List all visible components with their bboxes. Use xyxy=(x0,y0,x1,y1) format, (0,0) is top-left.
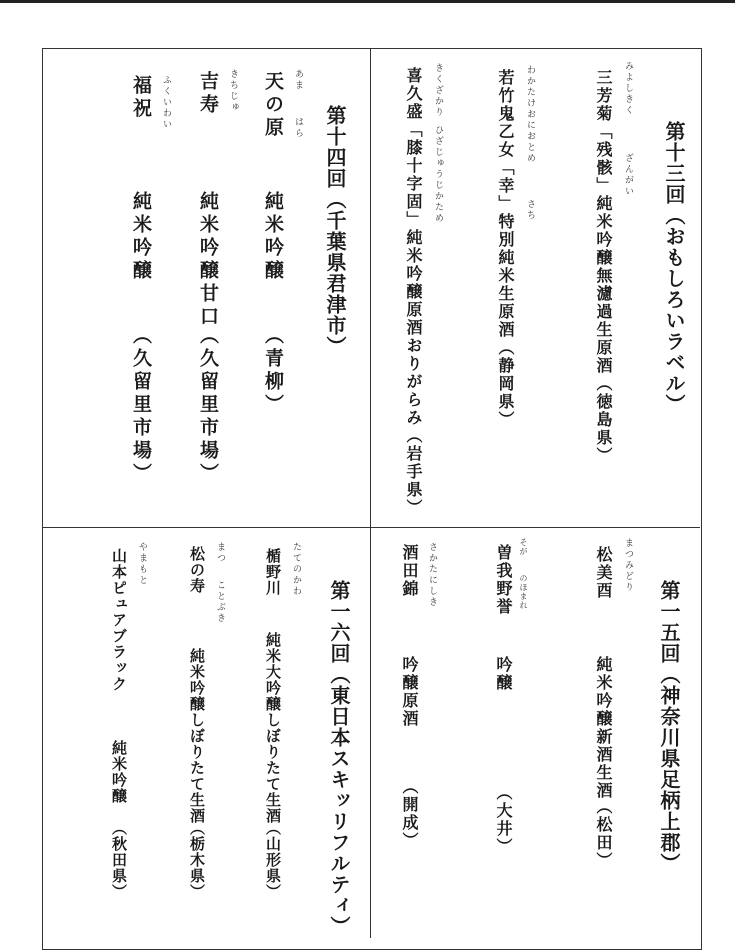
sake-place: （青柳） xyxy=(262,325,284,417)
section-15 xyxy=(371,528,699,935)
furigana: さかたにしき xyxy=(427,542,437,608)
furigana: さち xyxy=(525,199,535,221)
sake-place: （秋田県） xyxy=(110,820,128,900)
sake-place: （久留里市場） xyxy=(130,325,152,486)
section-16 xyxy=(43,528,370,935)
sake-name: 松の寿 xyxy=(188,546,206,594)
sake-name: 天の原 xyxy=(262,71,284,140)
sake-type: 純米吟醸 xyxy=(262,191,284,283)
furigana: まつ xyxy=(215,542,225,564)
section-14 xyxy=(43,49,370,527)
furigana: そが xyxy=(519,538,528,556)
sake-place: （松田） xyxy=(594,798,613,870)
sake-name: 楯野川 xyxy=(264,548,282,596)
furigana: わかたけおにおとめ xyxy=(525,65,535,164)
sake-type: 吟醸 xyxy=(494,656,513,692)
furigana: みよしきく xyxy=(623,61,633,116)
furigana: あま xyxy=(293,69,303,91)
sake-type: 吟醸原酒 xyxy=(400,656,419,728)
section-13 xyxy=(371,49,699,527)
sake-entry: 三芳菊「残骸」純米吟醸無濾過生原酒（徳島県） xyxy=(594,69,613,465)
sake-type: 純米吟醸新酒生酒 xyxy=(594,656,613,800)
furigana: はら xyxy=(293,117,303,139)
furigana: まつみどり xyxy=(623,538,633,593)
furigana: きくざかり xyxy=(433,63,443,118)
section-14-title: 第十四回（千葉県君津市） xyxy=(323,105,347,357)
sake-type: 純米吟醸しぼりたて生酒 xyxy=(188,648,206,824)
section-16-title: 第一六回（東日本スキッリフルティ） xyxy=(327,580,351,937)
sake-type: 純米大吟醸しぼりたて生酒 xyxy=(264,632,282,824)
sake-name: 曽我野誉 xyxy=(494,544,513,616)
sake-entry: 若竹鬼乙女「幸」特別純米生原酒（静岡県） xyxy=(496,69,515,429)
sake-place: （山形県） xyxy=(264,820,282,900)
sake-name: 松美酉 xyxy=(594,546,613,600)
furigana: きちじゅ xyxy=(228,69,238,113)
sake-entry: 喜久盛「膝十字固」純米吟醸原酒おりがらみ（岩手県） xyxy=(404,67,423,517)
section-15-title: 第一五回（神奈川県足柄上郡） xyxy=(657,580,681,874)
furigana: やまもと xyxy=(137,542,147,586)
top-edge-line xyxy=(0,0,735,3)
sake-name: 福祝 xyxy=(130,75,152,121)
furigana: ことぶき xyxy=(215,580,225,624)
sake-place: （大井） xyxy=(494,784,513,856)
section-13-title: 第十三回（おもしろいラベル） xyxy=(662,121,686,415)
furigana: のほまれ xyxy=(519,574,528,610)
sake-place: （開成） xyxy=(400,778,419,850)
sake-type: 純米吟醸 xyxy=(110,740,128,804)
sake-name: 酒田錦 xyxy=(400,544,419,598)
sake-name: 吉寿 xyxy=(197,71,219,117)
sake-type: 純米吟醸 xyxy=(130,191,152,283)
sake-type: 純米吟醸甘口 xyxy=(197,191,219,329)
sake-name: 山本ピュアブラック xyxy=(110,548,128,692)
furigana: たてのかわ xyxy=(291,542,301,597)
sake-place: （久留里市場） xyxy=(197,325,219,486)
sake-place: （栃木県） xyxy=(188,820,206,900)
furigana: ひざじゅうじかため xyxy=(433,125,443,224)
furigana: ざんがい xyxy=(623,153,633,197)
furigana: ふくいわい xyxy=(161,75,171,130)
